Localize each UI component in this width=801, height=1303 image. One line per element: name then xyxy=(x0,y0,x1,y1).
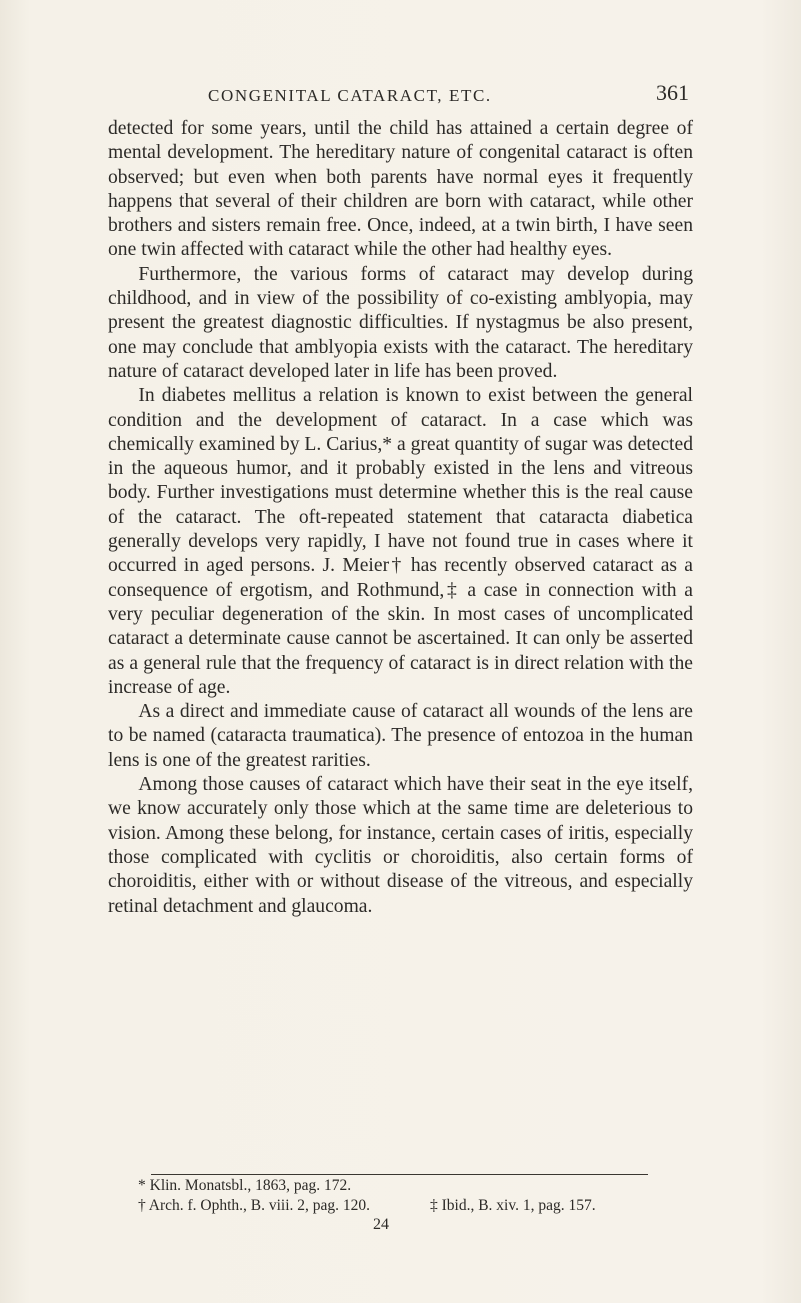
footnote-3: ‡ Ibid., B. xiv. 1, pag. 157. xyxy=(430,1197,596,1214)
footnote-1: * Klin. Monatsbl., 1863, pag. 172. xyxy=(138,1177,352,1194)
paragraph-2: Furthermore, the various forms of cataract may develop during childhood, and in view of the possibility of co-existing amblyopia, may present the greatest diagnostic difficulties. If nystagmus be also present, one may conclude that amblyopia exists with the cataract. The hereditary nature of cataract developed later in life has been proved. xyxy=(108,263,693,382)
paragraph-1: detected for some years, until the child has attained a certain degree of mental development. The hereditary nature of congenital cataract is often observed; but even when both parents have normal eyes it frequently happens that several of their children are born with cataract, while other brothers and sisters remain free. Once, indeed, at a twin birth, I have seen one twin affected with cataract while the other had healthy eyes. xyxy=(108,118,693,261)
footnotes xyxy=(138,1176,718,1216)
paragraph-5: Among those causes of cataract which have their seat in the eye itself, we know accurately only those which at the same time are deleterious to vision. Among these belong, for instance, certain cases of iritis, especially those complicated with cyclitis or choroiditis, also certain forms of choroiditis, either with or without disease of the vitreous, and especially retinal detachment and glaucoma. xyxy=(108,774,693,917)
paragraph-3: In diabetes mellitus a relation is known to exist between the general condition and the development of cataract. In a case which was chemically examined by L. Carius,* a great quantity of sugar was detected in the aqueous humor, and it probably existed in the lens and vitreous body. Further investigations must determine whether this is the real cause of the cataract. The oft-repeated statement that cataracta diabetica generally develops very rapidly, I have not found true in cases where it occurred in aged persons. J. Meier† has recently observed cataract as a consequence of ergotism, and Rothmund,‡ a case in connection with a very peculiar degeneration of the skin. In most cases of uncomplicated cataract a determinate cause cannot be ascertained. It can only be asserted as a general rule that the frequency of cataract is in direct relation with the increase of age. xyxy=(108,385,693,698)
running-head: CONGENITAL CATARACT, ETC. xyxy=(208,86,492,105)
paragraph-4: As a direct and immediate cause of cataract all wounds of the lens are to be named (cataracta traumatica). The presence of entozoa in the human lens is one of the greatest rarities. xyxy=(108,701,693,771)
body-text xyxy=(108,117,693,919)
footnote-rule xyxy=(151,1174,648,1175)
page-number: 361 xyxy=(656,80,689,105)
signature-mark: 24 xyxy=(373,1216,389,1233)
footnote-row xyxy=(138,1196,718,1216)
footnote-2: † Arch. f. Ophth., B. viii. 2, pag. 120. xyxy=(138,1197,371,1214)
